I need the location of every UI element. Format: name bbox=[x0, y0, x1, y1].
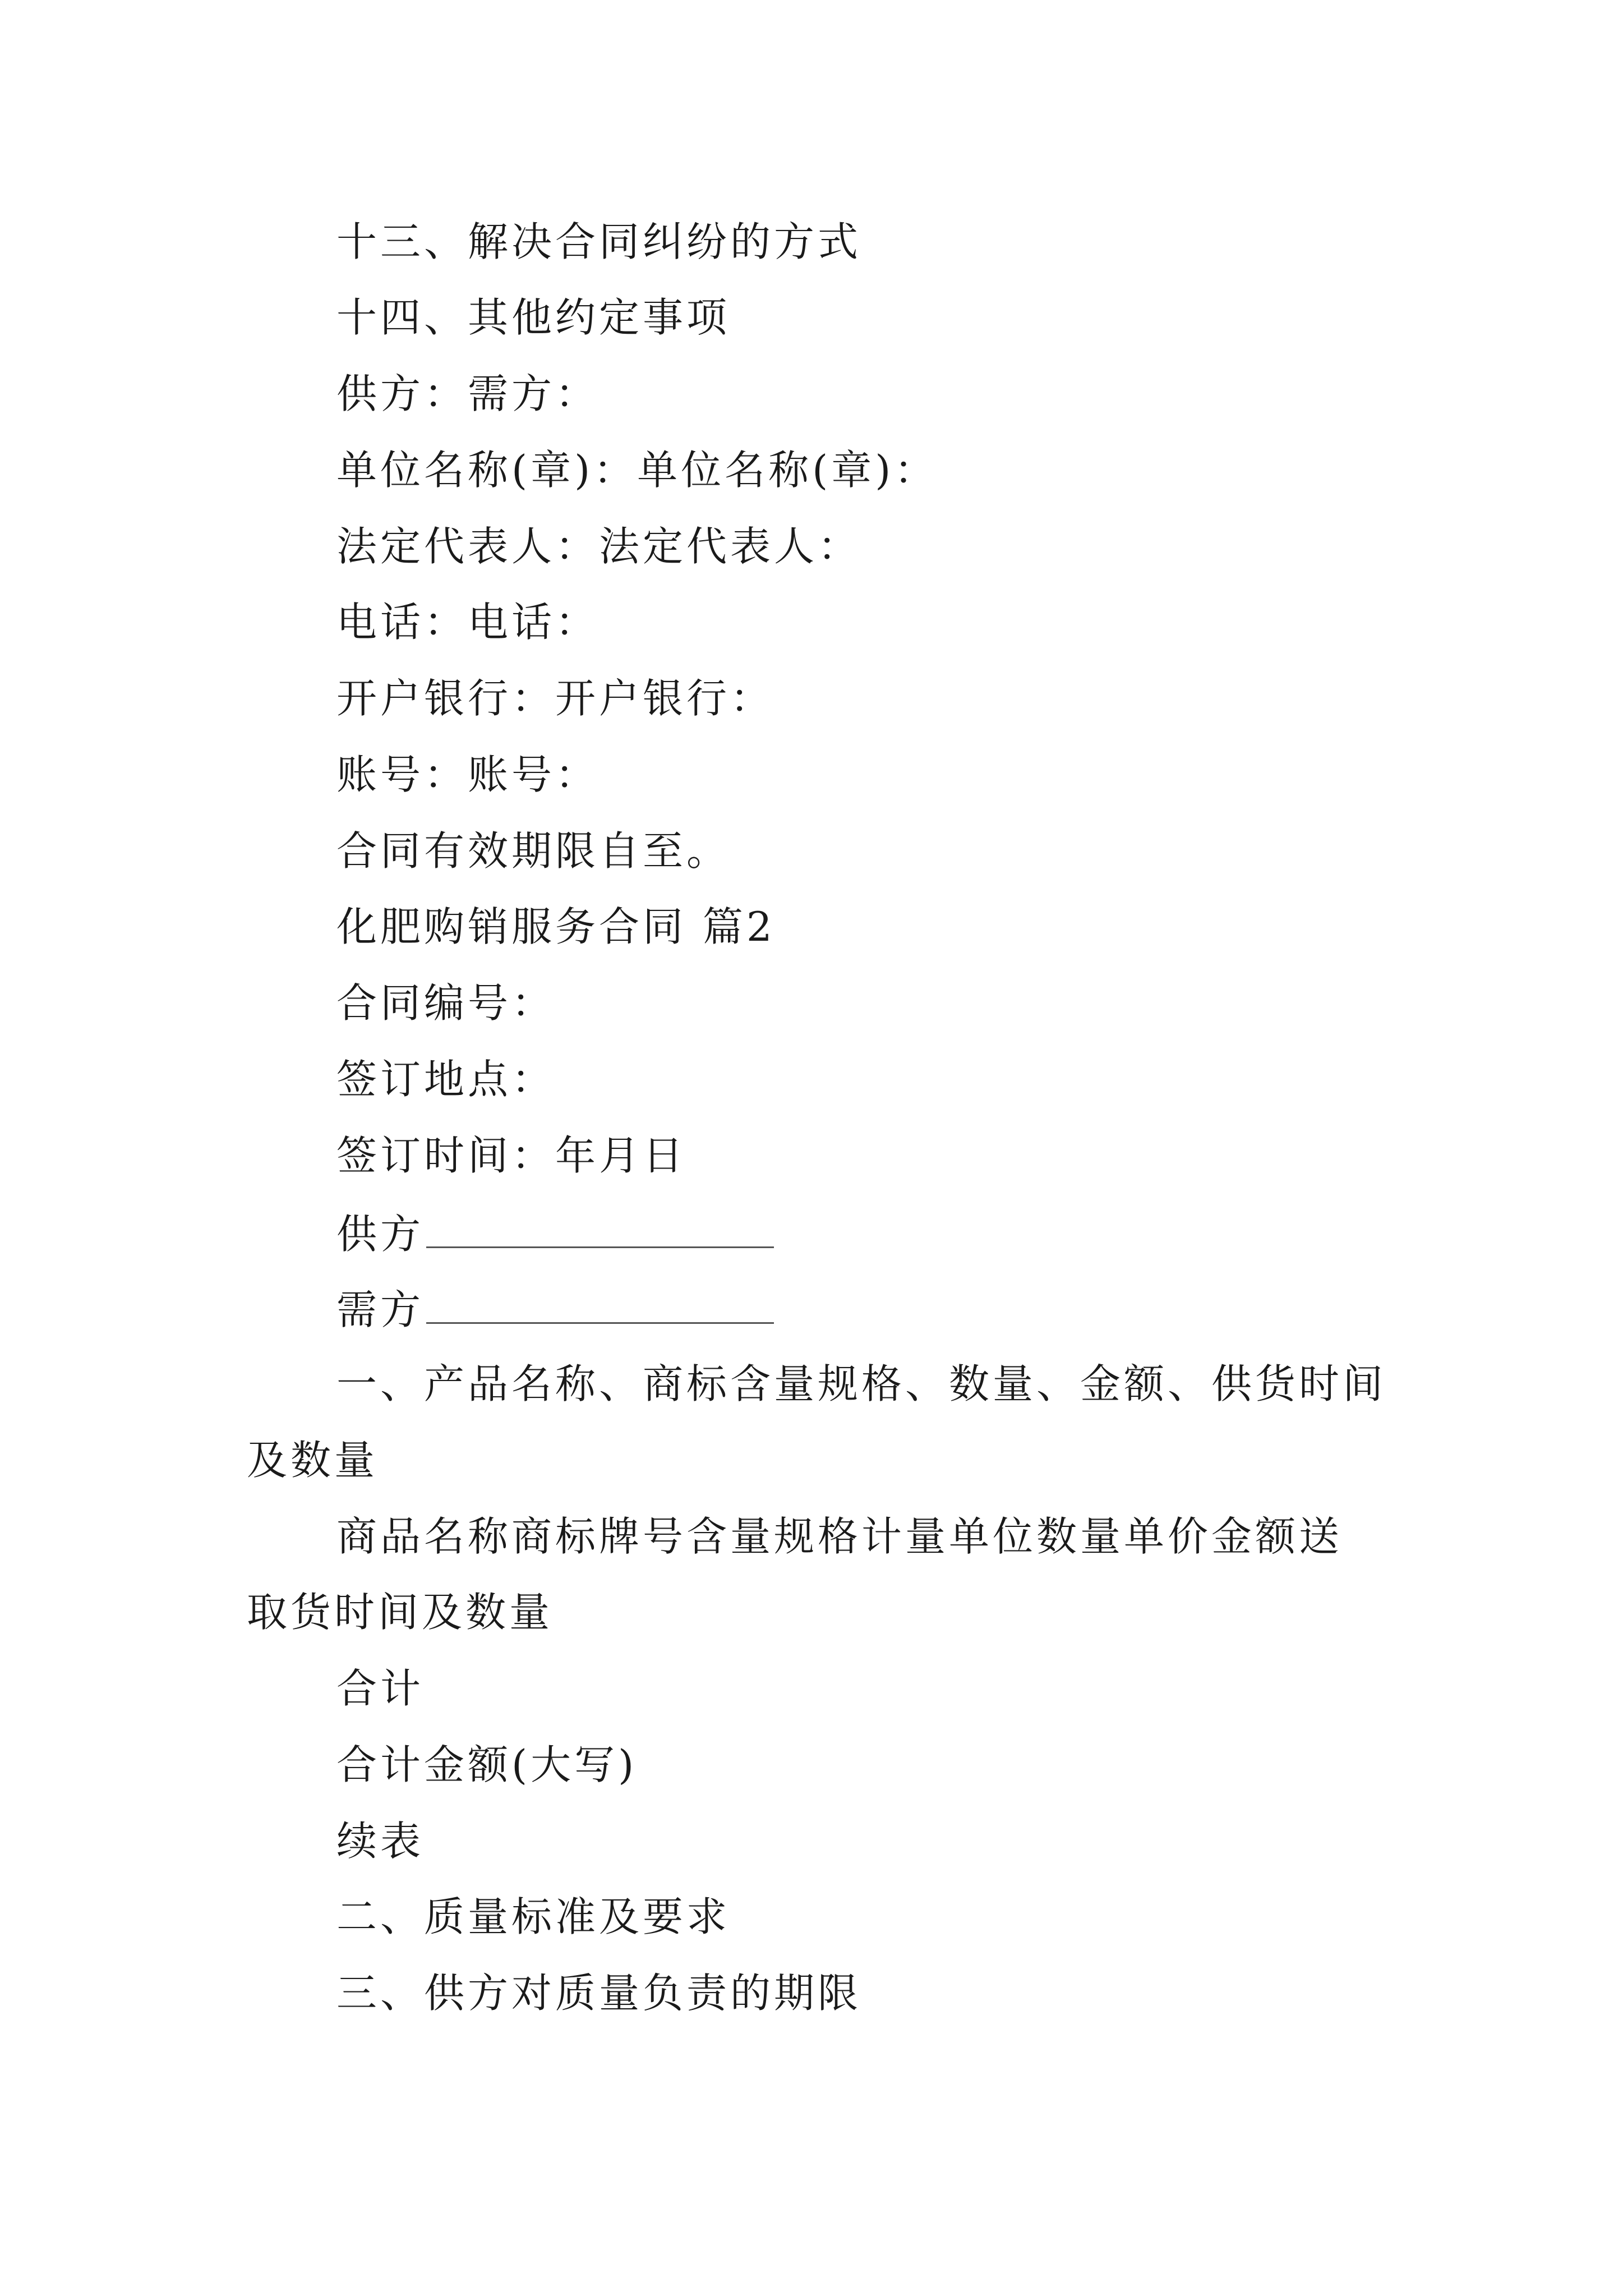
total-amount-line: 合计金额(大写) bbox=[336, 1741, 638, 1788]
signing-time-line: 签订时间：年月日 bbox=[336, 1132, 687, 1179]
clause-13-heading: 十三、解决合同纠纷的方式 bbox=[336, 218, 862, 265]
supplier-label: 供方 bbox=[336, 1211, 425, 1258]
clause-14-heading: 十四、其他约定事项 bbox=[336, 294, 731, 341]
buyer-line bbox=[336, 1286, 774, 1333]
account-line: 账号：账号： bbox=[336, 751, 600, 798]
validity-line: 合同有效期限自至。 bbox=[336, 827, 731, 875]
table-header-line: 商品名称商标牌号含量规格计量单位数量单价金额送 bbox=[336, 1513, 1343, 1560]
phone-line: 电话：电话： bbox=[336, 599, 600, 646]
clause-3-heading: 三、供方对质量负责的期限 bbox=[336, 1970, 862, 2017]
buyer-blank bbox=[426, 1287, 774, 1324]
table-header-line-cont: 取货时间及数量 bbox=[247, 1589, 554, 1636]
contract-2-title: 化肥购销服务合同 篇2 bbox=[336, 903, 776, 950]
unit-name-line: 单位名称(章)：单位名称(章)： bbox=[336, 447, 938, 494]
supplier-line bbox=[336, 1211, 774, 1258]
contract-number-line: 合同编号： bbox=[336, 979, 556, 1027]
supplier-blank bbox=[426, 1212, 774, 1248]
total-line: 合计 bbox=[336, 1665, 425, 1712]
clause-1-heading: 一、产品名称、商标含量规格、数量、金额、供货时间 bbox=[336, 1360, 1387, 1407]
legal-rep-line: 法定代表人：法定代表人： bbox=[336, 523, 862, 570]
clause-1-heading-cont: 及数量 bbox=[247, 1437, 379, 1484]
buyer-label: 需方 bbox=[336, 1286, 425, 1333]
continued-table-line: 续表 bbox=[336, 1818, 425, 1865]
parties-line: 供方：需方： bbox=[336, 370, 600, 417]
clause-2-heading: 二、质量标准及要求 bbox=[336, 1893, 731, 1940]
bank-line: 开户银行：开户银行： bbox=[336, 675, 774, 722]
signing-place-line: 签订地点： bbox=[336, 1056, 556, 1103]
